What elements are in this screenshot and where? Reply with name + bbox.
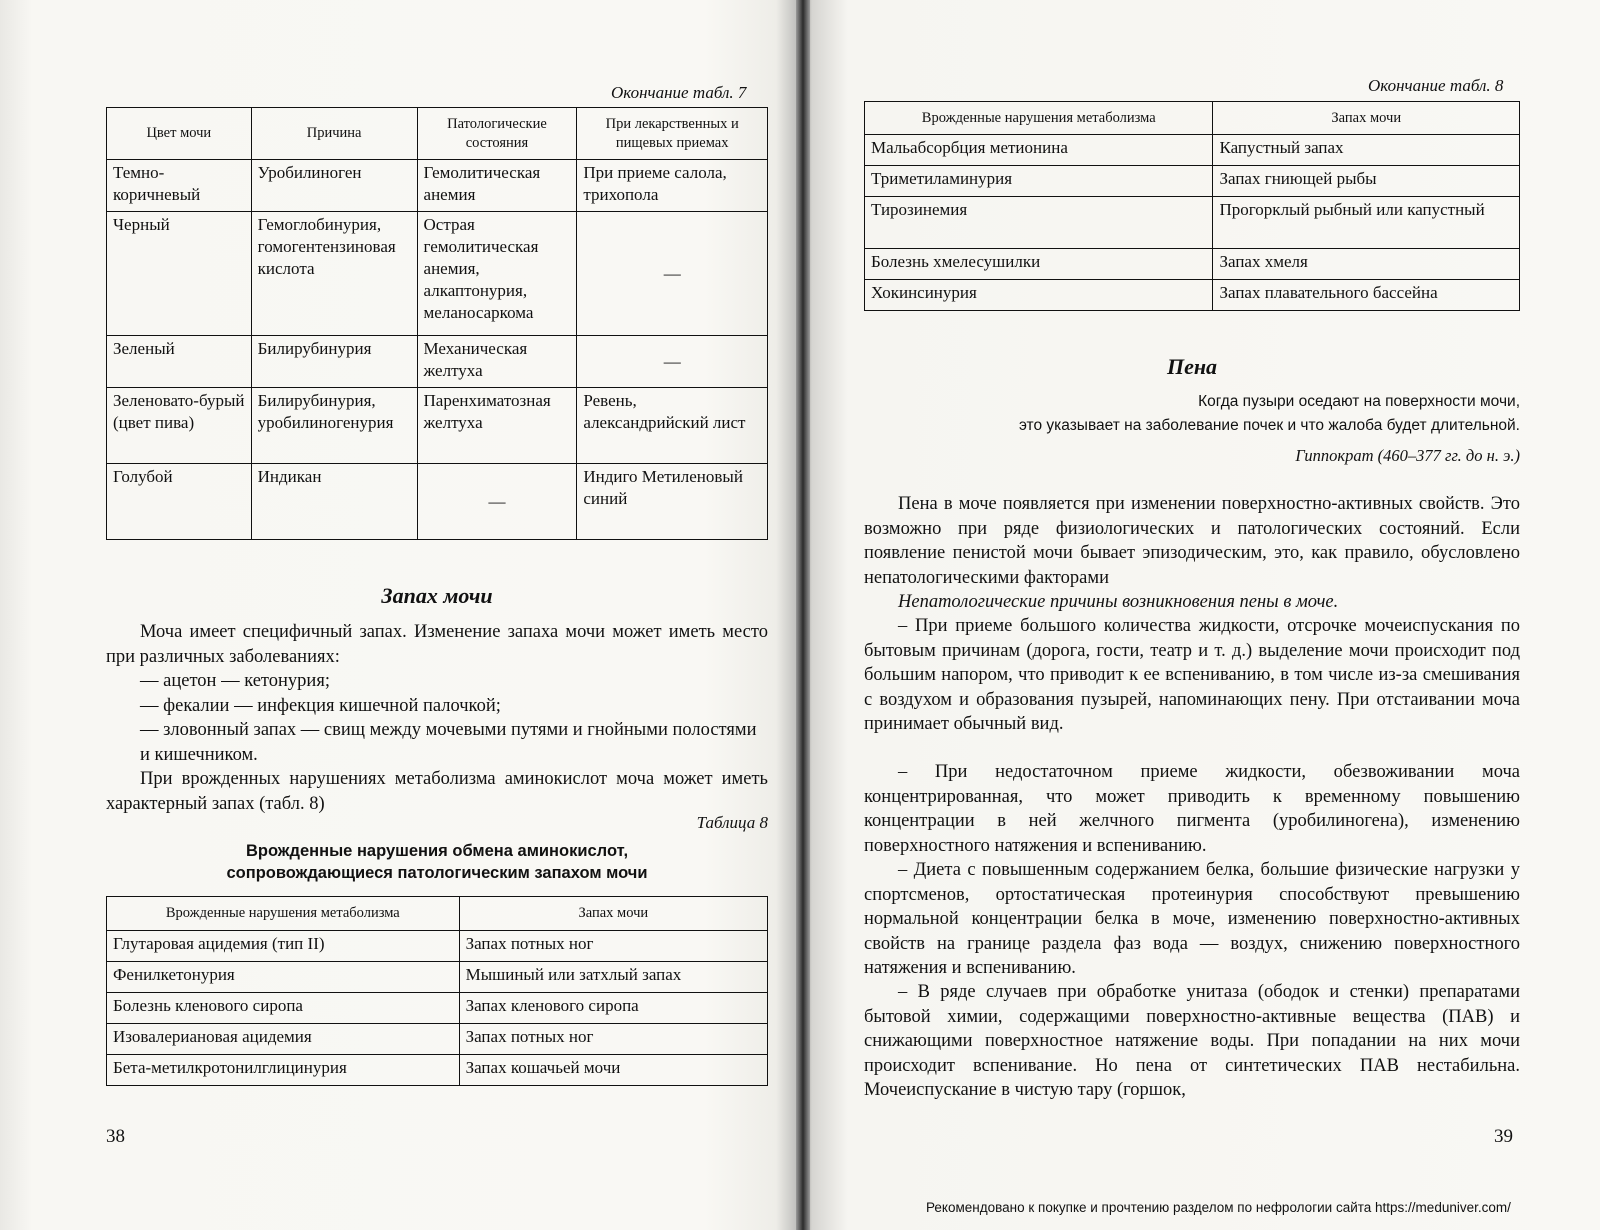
table-row xyxy=(865,166,1520,197)
table-row xyxy=(107,336,768,388)
subheading: Непатологические причины возникновения пены в моче. xyxy=(898,592,1339,612)
table-cell: При приеме салола, трихопола xyxy=(577,160,768,212)
table-cell: Болезнь кленового сиропа xyxy=(107,993,460,1024)
table-cell: — xyxy=(577,212,768,336)
table-cell: Зеленовато-бурый (цвет пива) xyxy=(107,388,252,464)
table7-header: Патологические состояния xyxy=(417,108,577,160)
table-cell: Паренхиматозная желтуха xyxy=(417,388,577,464)
table-row xyxy=(107,993,768,1024)
table-cell: Капустный запах xyxy=(1213,135,1520,166)
table7-continuation-caption: Окончание табл. 7 xyxy=(611,83,747,102)
table8-continuation-caption: Окончание табл. 8 xyxy=(1368,76,1504,95)
table-cell: Гемолитическая анемия xyxy=(417,160,577,212)
table-cell: Билирубинурия, уробилиногенурия xyxy=(251,388,417,464)
paragraph: Пена в моче появляется при изменении поверхностно-активных свойств. Это возможно при ряде физиологических и патологических состояний. Если появление пенистой мочи бывает эпизодическим, это, как правило, обусловлено непатологическими факторами xyxy=(864,494,1520,588)
table-cell: Голубой xyxy=(107,464,252,540)
paragraph: – При приеме большого количества жидкости, отсрочке мочеиспускания по бытовым причинам (дорога, гости, театр и т. д.) выделение мочи происходит под большим напором, что приводит к ее вспениванию, в том числе из-за смешивания с воздухом и образования пузырей, напоминающих пену. При отстаивании моча принимает обычный вид. xyxy=(864,616,1520,734)
table7 xyxy=(106,107,768,540)
epigraph xyxy=(864,390,1520,438)
table-cell: Изовалериановая ацидемия xyxy=(107,1024,460,1055)
table-cell: Триметиламинурия xyxy=(865,166,1213,197)
page-number: 38 xyxy=(106,1126,125,1147)
table-cell: Бета-метилкротонилглицинурия xyxy=(107,1055,460,1086)
table-row xyxy=(107,962,768,993)
table-cell: — xyxy=(577,336,768,388)
table8-header: Врожденные нарушения метаболизма xyxy=(107,897,460,931)
paragraph: – В ряде случаев при обработке унитаза (ободок и стенки) препаратами бытовой химии, содержащими поверхностно-активные вещества (ПАВ) и снижающими поверхностное натяжение воды. При попадании на них мочи происходит вспенивание. Но пена от синтетических ПАВ нестабильна. Мочеиспускание в чистую тару (горшок, xyxy=(864,982,1520,1100)
table-row xyxy=(865,135,1520,166)
table-row xyxy=(865,280,1520,311)
table-cell: Ревень, александрийский лист xyxy=(577,388,768,464)
table8-title xyxy=(106,840,768,884)
list-item: — фекалии — инфекция кишечной палочкой; xyxy=(140,695,501,716)
table-cell: Болезнь хмелесушилки xyxy=(865,249,1213,280)
table-cell: Хокинсинурия xyxy=(865,280,1213,311)
table-cell: Индиго Метиленовый синий xyxy=(577,464,768,540)
table8 xyxy=(106,896,768,1086)
table8-continued xyxy=(864,101,1520,311)
table-row xyxy=(107,464,768,540)
list-item: — ацетон — кетонурия; xyxy=(140,671,330,691)
table8-header: Запах мочи xyxy=(1213,102,1520,135)
table-cell: Мальабсорбция метионина xyxy=(865,135,1213,166)
table-cell: Тирозинемия xyxy=(865,197,1213,249)
table-row xyxy=(107,212,768,336)
table7-header: Причина xyxy=(251,108,417,160)
table-cell: Глутаровая ацидемия (тип II) xyxy=(107,931,460,962)
table-row xyxy=(107,931,768,962)
table-cell: Фенилкетонурия xyxy=(107,962,460,993)
table-cell: Острая гемолитическая анемия, алкаптонурия, меланосаркома xyxy=(417,212,577,336)
smell-list xyxy=(106,669,768,767)
table-cell: Запах кошачьей мочи xyxy=(459,1055,767,1086)
table-row xyxy=(107,160,768,212)
table-cell: Индикан xyxy=(251,464,417,540)
paragraph: При врожденных нарушениях метаболизма аминокислот моча может иметь характерный запах (табл. 8) xyxy=(106,769,768,814)
table-cell: Темно-коричневый xyxy=(107,160,252,212)
paragraph: Моча имеет специфичный запах. Изменение запаха мочи может иметь место при различных заболеваниях: xyxy=(106,622,768,667)
epigraph-attribution: Гиппократ (460–377 гг. до н. э.) xyxy=(1295,446,1520,465)
table-cell: Черный xyxy=(107,212,252,336)
table-cell: Запах плавательного бассейна xyxy=(1213,280,1520,311)
paragraph: – При недостаточном приеме жидкости, обезвоживании моча концентрированная, что может приводить к временному повышению концентрации в ней желчного пигмента (уробилиногена), изменению поверхностного натяжения и вспениванию. xyxy=(864,762,1520,856)
table-row xyxy=(107,1024,768,1055)
table-cell: Запах гниющей рыбы xyxy=(1213,166,1520,197)
table-cell: Билирубинурия xyxy=(251,336,417,388)
right-page xyxy=(800,0,1600,1230)
list-item: — зловонный запах — свищ между мочевыми путями и гнойными полостями и кишечником. xyxy=(140,720,757,765)
section-title-smell: Запах мочи xyxy=(381,583,493,608)
page-number: 39 xyxy=(1494,1126,1513,1147)
table-row xyxy=(107,388,768,464)
table-cell: Мышиный или затхлый запах xyxy=(459,962,767,993)
table8-title-line: Врожденные нарушения обмена аминокислот, xyxy=(245,842,629,860)
epigraph-line: это указывает на заболевание почек и что жалоба будет длительной. xyxy=(1018,417,1520,434)
table8-title-line: сопровождающиеся патологическим запахом мочи xyxy=(226,864,648,882)
book-spine xyxy=(796,0,810,1230)
table8-header: Запах мочи xyxy=(459,897,767,931)
table-cell: Гемоглобинурия, гомогентензиновая кислота xyxy=(251,212,417,336)
epigraph-line: Когда пузыри оседают на поверхности мочи, xyxy=(1198,393,1520,410)
table-cell: Запах хмеля xyxy=(1213,249,1520,280)
section-title-foam: Пена xyxy=(1166,354,1218,379)
table8-header: Врожденные нарушения метаболизма xyxy=(865,102,1213,135)
table7-header: При лекарственных и пищевых приемах xyxy=(577,108,768,160)
table-cell: Запах кленового сиропа xyxy=(459,993,767,1024)
table-cell: Зеленый xyxy=(107,336,252,388)
footer-recommendation-note: Рекомендовано к покупке и прочтению разделом по нефрологии сайта https://meduniver.com/ xyxy=(926,1200,1511,1215)
table-cell: Механическая желтуха xyxy=(417,336,577,388)
table-row xyxy=(865,249,1520,280)
table-row xyxy=(865,197,1520,249)
table8-caption: Таблица 8 xyxy=(696,813,768,832)
table-cell: Прогорклый рыбный или капустный xyxy=(1213,197,1520,249)
table-cell: Запах потных ног xyxy=(459,931,767,962)
table-cell: Уробилиноген xyxy=(251,160,417,212)
table-cell: Запах потных ног xyxy=(459,1024,767,1055)
table7-header: Цвет мочи xyxy=(107,108,252,160)
table-row xyxy=(107,1055,768,1086)
table-cell: — xyxy=(417,464,577,540)
paragraph: – Диета с повышенным содержанием белка, большие физические нагрузки у спортсменов, ортостатическая протеинурия способствуют превышению нормальной концентрации белка в моче, изменению поверхностно-активных свойств на границе раздела фаз вода — воздух, снижению поверхностного натяжения и вспениванию. xyxy=(864,860,1520,978)
